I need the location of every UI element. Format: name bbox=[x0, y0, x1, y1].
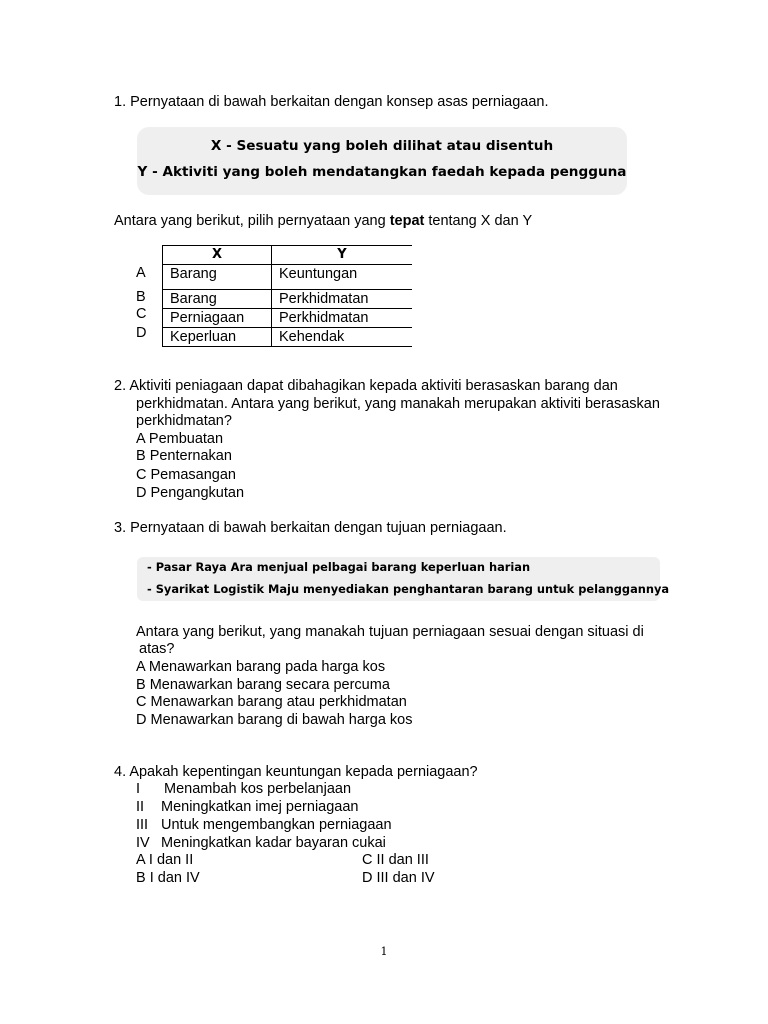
table-row: Perniagaan Perkhidmatan bbox=[163, 309, 413, 328]
q2-option-d: D Pengangkutan bbox=[136, 485, 245, 501]
q3-situation-2: - Syarikat Logistik Maju menyediakan penghantaran barang untuk pelanggannya bbox=[147, 582, 670, 596]
table-header-x: X bbox=[163, 246, 272, 265]
table-header-y: Y bbox=[272, 246, 413, 265]
q2-stem-line2: perkhidmatan. Antara yang berikut, yang manakah merupakan aktiviti berasaskan bbox=[136, 396, 660, 412]
q1-box-x: X - Sesuatu yang boleh dilihat atau disentuh bbox=[210, 138, 554, 154]
q1-box-y: Y - Aktiviti yang boleh mendatangkan faedah kepada pengguna bbox=[137, 164, 627, 180]
q2-stem-line3: perkhidmatan? bbox=[136, 413, 232, 429]
q2-option-b: B Penternakan bbox=[136, 448, 232, 464]
q4-option-c: C II dan III bbox=[362, 852, 429, 868]
q1-stem: 1. Pernyataan di bawah berkaitan dengan konsep asas perniagaan. bbox=[114, 94, 549, 110]
q1-prompt: Antara yang berikut, pilih pernyataan yang tepat tentang X dan Y bbox=[114, 213, 533, 229]
q4-option-b: B I dan IV bbox=[136, 870, 200, 886]
table-row: Barang Perkhidmatan bbox=[163, 290, 413, 309]
table-row: Barang Keuntungan bbox=[163, 265, 413, 290]
q3-stem: 3. Pernyataan di bawah berkaitan dengan tujuan perniagaan. bbox=[114, 520, 507, 536]
q2-stem-line1: 2. Aktiviti peniagaan dapat dibahagikan kepada aktiviti berasaskan barang dan bbox=[114, 378, 618, 394]
q3-option-a: A Menawarkan barang pada harga kos bbox=[136, 659, 386, 675]
q2-option-c: C Pemasangan bbox=[136, 467, 236, 483]
q1-letter-d: D bbox=[136, 325, 147, 341]
q1-letter-b: B bbox=[136, 289, 146, 305]
q1-definition-box bbox=[137, 127, 627, 195]
q4-stem: 4. Apakah kepentingan keuntungan kepada perniagaan? bbox=[114, 764, 478, 780]
q4-item-text: Menambah kos perbelanjaan bbox=[164, 781, 352, 797]
q3-question-line1: Antara yang berikut, yang manakah tujuan perniagaan sesuai dengan situasi di bbox=[136, 624, 644, 640]
q4-item-num: I bbox=[136, 781, 141, 797]
q1-letter-a: A bbox=[136, 265, 146, 281]
q4-item-text: Untuk mengembangkan perniagaan bbox=[161, 817, 392, 833]
q3-option-c: C Menawarkan barang atau perkhidmatan bbox=[136, 694, 407, 710]
q3-situation-1: - Pasar Raya Ara menjual pelbagai barang keperluan harian bbox=[147, 560, 531, 574]
table-row: Keperluan Kehendak bbox=[163, 328, 413, 347]
q3-option-b: B Menawarkan barang secara percuma bbox=[136, 677, 390, 693]
q4-option-a: A I dan II bbox=[136, 852, 194, 868]
q3-option-d: D Menawarkan barang di bawah harga kos bbox=[136, 712, 413, 728]
q4-item-num: IV bbox=[136, 835, 150, 851]
q4-item-num: III bbox=[136, 817, 149, 833]
q4-item-text: Meningkatkan kadar bayaran cukai bbox=[161, 835, 386, 851]
q4-option-d: D III dan IV bbox=[362, 870, 435, 886]
q1-options-table bbox=[162, 245, 412, 347]
q3-situation-box bbox=[137, 557, 670, 601]
q2-option-a: A Pembuatan bbox=[136, 431, 224, 447]
q3-question-line2: atas? bbox=[139, 641, 175, 657]
q1-letter-c: C bbox=[136, 306, 147, 322]
q4-item-num: II bbox=[136, 799, 145, 815]
q4-item-text: Meningkatkan imej perniagaan bbox=[161, 799, 359, 815]
page-number: 1 bbox=[380, 945, 388, 958]
